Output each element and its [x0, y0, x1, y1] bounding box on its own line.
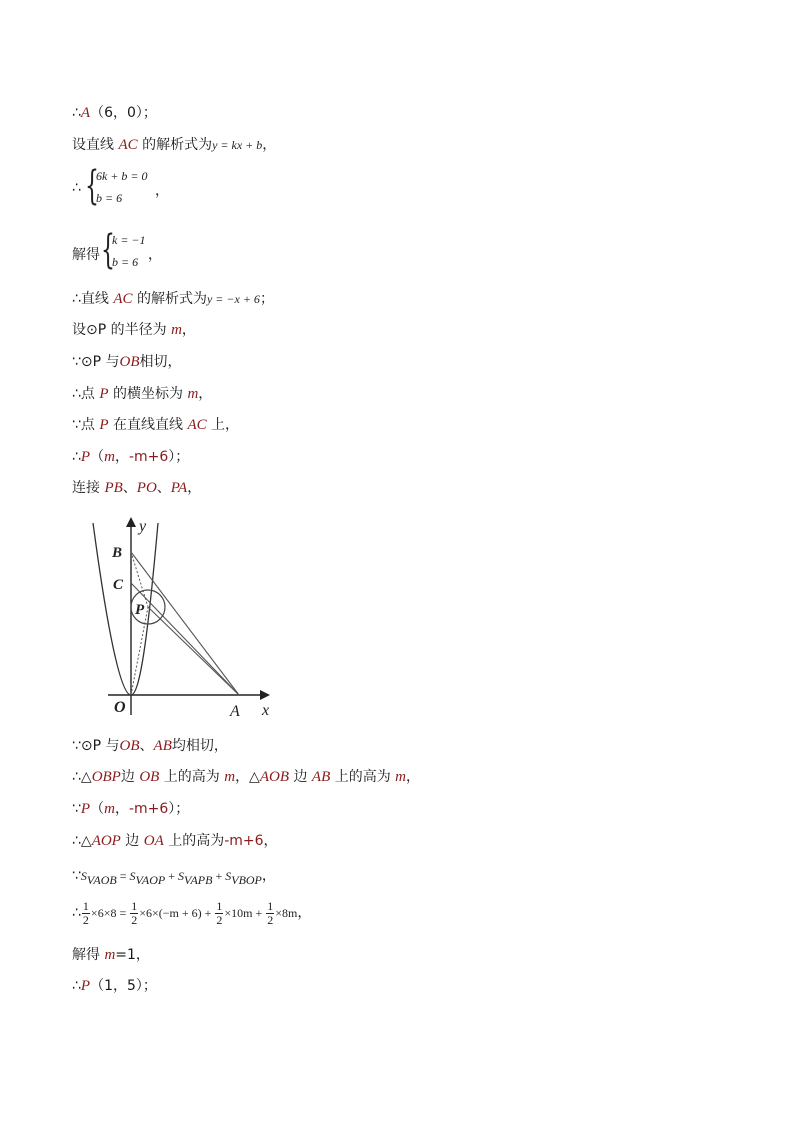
var-AB: AB — [153, 738, 172, 754]
equation-row-1: 6k + b = 0 — [96, 169, 148, 183]
line-18 — [72, 946, 150, 964]
text: 、 — [139, 738, 154, 754]
text: 设直线 — [72, 137, 119, 153]
text: ∴ — [72, 978, 81, 994]
line-6 — [72, 321, 196, 339]
equation-row-1: k = −1 — [112, 233, 146, 247]
left-brace-icon: { — [85, 163, 99, 209]
numerator: 1 — [267, 898, 274, 913]
text: 在直线直线 — [108, 417, 188, 433]
label-P: P — [135, 602, 145, 618]
text: ； — [259, 291, 274, 307]
line-1 — [72, 104, 157, 122]
expr: -m+6 — [224, 833, 264, 849]
text: 边 — [120, 833, 144, 849]
text: ∴ — [72, 449, 81, 465]
plus: + — [212, 869, 226, 883]
fraction-half — [130, 900, 138, 927]
text: ∵点 — [72, 417, 100, 433]
var-P: P — [80, 978, 91, 994]
var-m: m — [104, 947, 116, 963]
text: ，△ — [235, 769, 260, 785]
subscript: VAPB — [184, 872, 213, 887]
line-PO — [131, 607, 148, 695]
text: 边 — [289, 769, 312, 785]
text: 、 — [156, 480, 171, 496]
subscript: VBOP — [231, 872, 262, 887]
var-AC: AC — [118, 137, 138, 153]
equals: = — [116, 869, 130, 883]
text: ）； — [168, 801, 190, 817]
therefore-symbol: ∴ — [72, 180, 81, 196]
label-B: B — [112, 545, 123, 561]
text: 设⊙P 的半径为 — [72, 322, 172, 338]
text: ∴△ — [72, 769, 92, 785]
label-A: A — [230, 703, 240, 720]
equation-row-2: b = 6 — [112, 255, 139, 269]
text: ∴△ — [72, 833, 92, 849]
text: ∴ — [72, 905, 81, 921]
var-P: P — [99, 417, 109, 433]
label-y: y — [139, 518, 147, 535]
text: （ — [90, 801, 105, 817]
line-14 — [72, 800, 189, 818]
text: ， — [262, 137, 277, 153]
expr: ×10m + — [224, 906, 266, 920]
fraction-half — [82, 900, 90, 927]
text: ， — [181, 322, 196, 338]
text: ）； — [168, 449, 190, 465]
area-S: S — [129, 869, 136, 883]
subscript: VAOB — [86, 872, 117, 887]
text: 上， — [206, 417, 240, 433]
text: =1， — [115, 947, 150, 963]
equation-system-1 — [72, 163, 212, 210]
text: （ — [90, 449, 105, 465]
text: ， — [198, 386, 213, 402]
text: 的解析式为 — [137, 137, 213, 153]
var-m: m — [171, 322, 182, 338]
numerator: 1 — [82, 898, 89, 913]
text: ， — [114, 801, 129, 817]
line-17 — [72, 898, 311, 928]
var-AOP: AOP — [91, 833, 121, 849]
var-m: m — [187, 386, 199, 402]
left-brace-icon: { — [101, 227, 115, 273]
label-x: x — [262, 702, 270, 719]
coord-text: （6，0）； — [90, 105, 157, 121]
text: ， — [261, 868, 276, 884]
var-OB: OB — [119, 354, 140, 370]
var-m: m — [395, 769, 406, 785]
expr: ×6×(−m + 6) + — [139, 906, 215, 920]
label-C: C — [113, 577, 124, 593]
plus: + — [165, 869, 179, 883]
numerator: 1 — [131, 898, 138, 913]
text: ∴点 — [72, 386, 100, 402]
text: 解得 — [72, 247, 100, 263]
y-axis-arrow-icon — [126, 517, 136, 527]
expr: -m+6 — [128, 801, 169, 817]
formula-line-AC: y = −x + 6 — [206, 292, 260, 306]
text: ， — [155, 183, 169, 199]
equation-row-2: b = 6 — [96, 191, 123, 205]
line-13 — [72, 768, 420, 786]
text: ， — [297, 905, 312, 921]
label-O: O — [114, 699, 126, 716]
text: 连接 — [72, 480, 105, 496]
subscript: VAOP — [135, 872, 166, 887]
text: 的解析式为 — [132, 291, 207, 307]
text: 相切， — [139, 354, 182, 370]
var-OA: OA — [143, 833, 164, 849]
var-OBP: OBP — [91, 769, 121, 785]
expr: ×6×8 = — [90, 906, 130, 920]
equation-system-2 — [72, 227, 212, 274]
line-2 — [72, 136, 276, 154]
text: 上的高为 — [330, 769, 396, 785]
text: 均相切， — [171, 738, 228, 754]
parabola-curve — [93, 523, 158, 695]
denominator: 2 — [82, 912, 89, 927]
line-9 — [72, 416, 239, 434]
fraction-half — [215, 900, 223, 927]
var-OB: OB — [119, 738, 140, 754]
text: 上的高为 — [159, 769, 225, 785]
denominator: 2 — [267, 912, 274, 927]
text: ∵⊙P 与 — [72, 738, 120, 754]
area-S: S — [178, 869, 185, 883]
var-AB: AB — [311, 769, 331, 785]
area-S: S — [80, 869, 87, 883]
var-PA: PA — [170, 480, 188, 496]
denominator: 2 — [131, 912, 138, 927]
text: 解得 — [72, 947, 105, 963]
var-AC: AC — [187, 417, 207, 433]
line-7 — [72, 353, 182, 371]
text: ， — [187, 480, 202, 496]
x-axis-arrow-icon — [260, 690, 270, 700]
line-8 — [72, 385, 212, 403]
denominator: 2 — [216, 912, 223, 927]
line-15 — [72, 832, 278, 850]
var-A: A — [80, 105, 91, 121]
text: 、 — [122, 480, 137, 496]
var-PO: PO — [136, 480, 157, 496]
text: 边 — [120, 769, 140, 785]
line-11 — [72, 479, 201, 497]
var-m: m — [224, 769, 236, 785]
var-P: P — [99, 386, 109, 402]
line-CA — [131, 583, 239, 695]
line-5 — [72, 290, 274, 308]
var-m: m — [104, 801, 115, 817]
text: ， — [263, 833, 278, 849]
text: （1，5）； — [90, 978, 157, 994]
numerator: 1 — [216, 898, 223, 913]
text: 上的高为 — [163, 833, 225, 849]
text: ∵⊙P 与 — [72, 354, 120, 370]
var-P: P — [80, 449, 91, 465]
text: ， — [114, 449, 129, 465]
text: ， — [148, 247, 162, 263]
var-AOB: AOB — [259, 769, 290, 785]
text: ∴直线 — [72, 291, 114, 307]
line-10 — [72, 448, 189, 466]
var-P: P — [80, 801, 91, 817]
text: ∵ — [72, 801, 81, 817]
var-PB: PB — [104, 480, 123, 496]
line-19 — [72, 977, 157, 995]
text: ∵ — [72, 868, 81, 884]
geometry-figure — [88, 515, 288, 725]
expr: -m+6 — [128, 449, 169, 465]
text: ， — [406, 769, 420, 785]
text: 的横坐标为 — [108, 386, 188, 402]
line-12 — [72, 737, 228, 755]
expr: ×8m — [275, 906, 298, 920]
fraction-half — [266, 900, 274, 927]
var-OB: OB — [139, 769, 160, 785]
therefore-symbol: ∴ — [72, 105, 81, 121]
formula-linear: y = kx + b — [212, 138, 263, 152]
area-S: S — [225, 869, 232, 883]
line-16 — [72, 867, 276, 889]
line-PA — [148, 607, 239, 695]
var-m: m — [104, 449, 115, 465]
var-AC: AC — [113, 291, 133, 307]
